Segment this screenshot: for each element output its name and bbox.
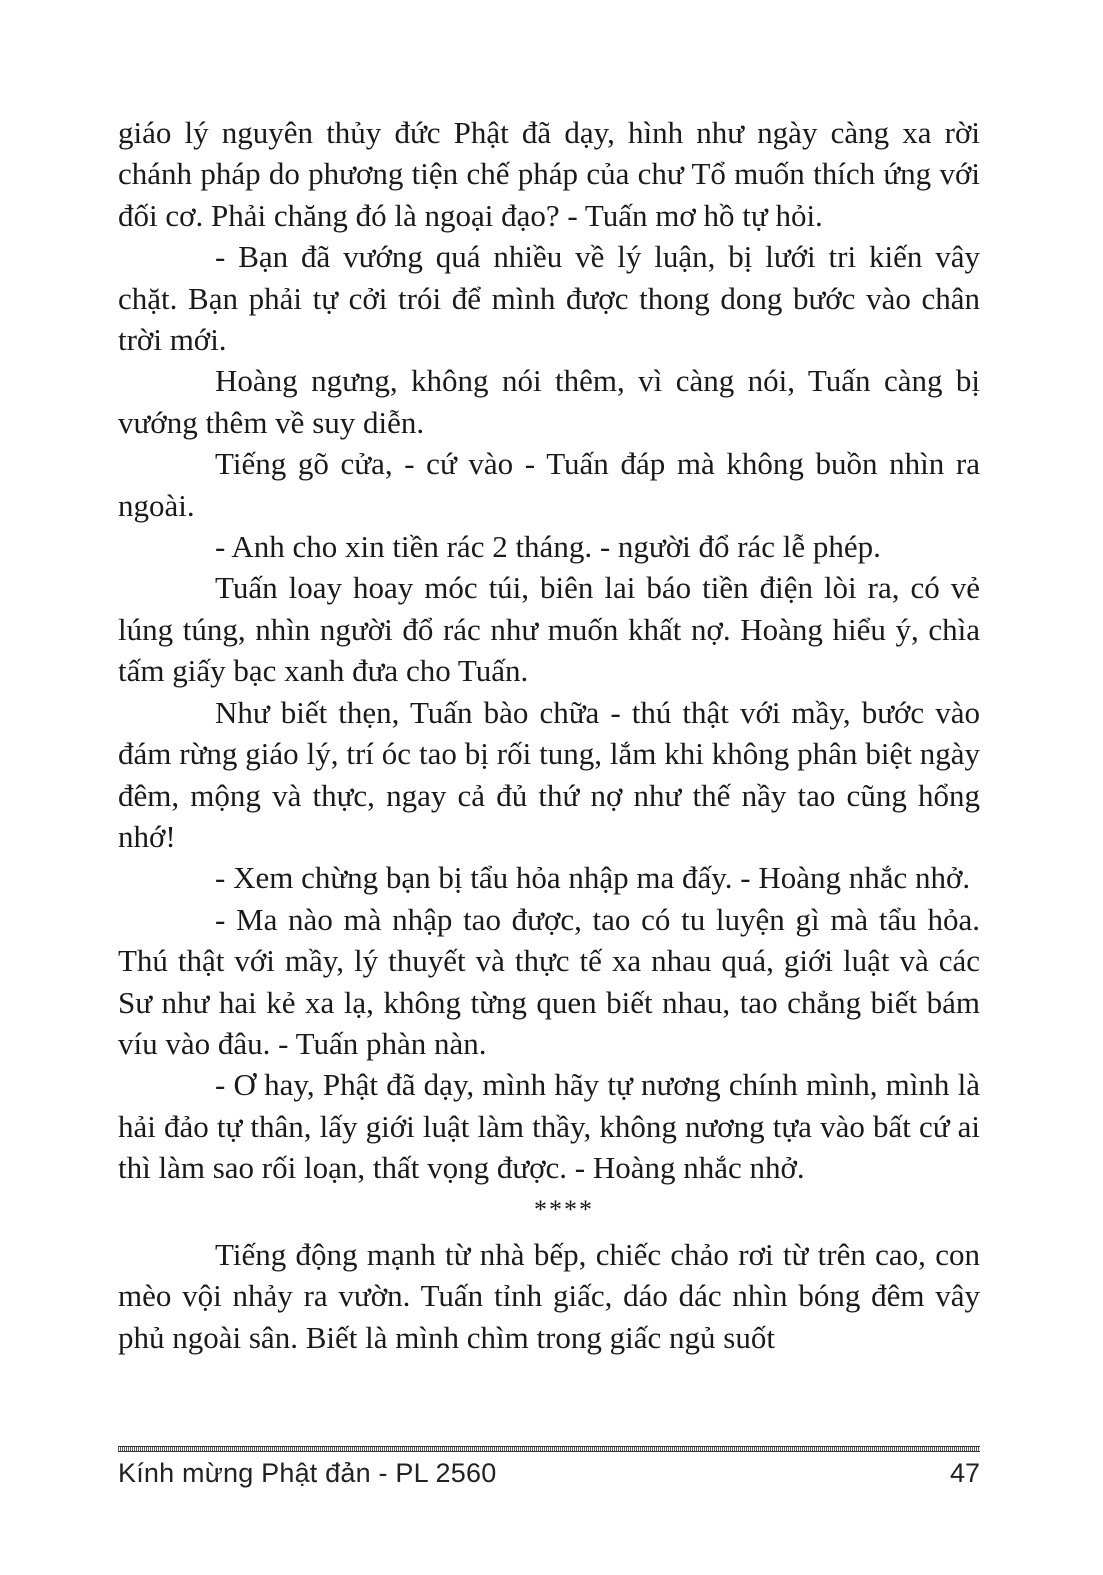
page-number: 47 <box>949 1458 980 1488</box>
paragraph-2: - Bạn đã vướng quá nhiều về lý luận, bị lưới tri kiến vây chặt. Bạn phải tự cởi trói để mình được thong dong bước vào chân trời mới. <box>118 239 980 358</box>
paragraph-3: Hoàng ngưng, không nói thêm, vì càng nói, Tuấn càng bị vướng thêm về suy diễn. <box>118 363 980 440</box>
paragraph-7: Như biết thẹn, Tuấn bào chữa - thú thật với mầy, bước vào đám rừng giáo lý, trí óc tao bị rối tung, lắm khi không phân biệt ngày đêm, mộng và thực, ngay cả đủ thứ nợ như thế nầy tao cũng hổng nhớ! <box>118 694 980 854</box>
paragraph-10: - Ơ hay, Phật đã dạy, mình hãy tự nương chính mình, mình là hải đảo tự thân, lấy giới luật làm thầy, không nương tựa vào bất cứ ai thì làm sao rối loạn, thất vọng được. - Hoàng nhắc nhở. <box>118 1067 980 1186</box>
paragraph-4: Tiếng gõ cửa, - cứ vào - Tuấn đáp mà không buồn nhìn ra ngoài. <box>118 446 980 523</box>
paragraph-5: - Anh cho xin tiền rác 2 tháng. - người đổ rác lễ phép. <box>215 529 881 565</box>
paragraph-9: - Ma nào mà nhập tao được, tao có tu luyện gì mà tẩu hỏa. Thú thật với mầy, lý thuyết và thực tế xa nhau quá, giới luật và các Sư như hai kẻ xa lạ, không từng quen biết nhau, tao chẳng biết bám víu vào đâu. - Tuấn phàn nàn. <box>118 901 980 1061</box>
page-body-text <box>118 112 980 1358</box>
paragraph-8: - Xem chừng bạn bị tẩu hỏa nhập ma đấy. - Hoàng nhắc nhở. <box>215 860 971 896</box>
footer-book-title: Kính mừng Phật đản - PL 2560 <box>118 1458 497 1488</box>
paragraph-1: giáo lý nguyên thủy đức Phật đã dạy, hình như ngày càng xa rời chánh pháp do phương tiện chế pháp của chư Tổ muốn thích ứng với đối cơ. Phải chăng đó là ngoại đạo? - Tuấn mơ hồ tự hỏi. <box>118 115 980 233</box>
paragraph-6: Tuấn loay hoay móc túi, biên lai báo tiền điện lòi ra, có vẻ lúng túng, nhìn người đổ rác như muốn khất nợ. Hoàng hiểu ý, chìa tấm giấy bạc xanh đưa cho Tuấn. <box>118 570 980 689</box>
section-separator: **** <box>534 1194 594 1224</box>
footer-divider <box>118 1446 980 1452</box>
closing-paragraph: Tiếng động mạnh từ nhà bếp, chiếc chảo rơi từ trên cao, con mèo vội nhảy ra vườn. Tuấn tỉnh giấc, dáo dác nhìn bóng đêm vây phủ ngoài sân. Biết là mình chìm trong giấc ngủ suốt <box>118 1236 980 1355</box>
